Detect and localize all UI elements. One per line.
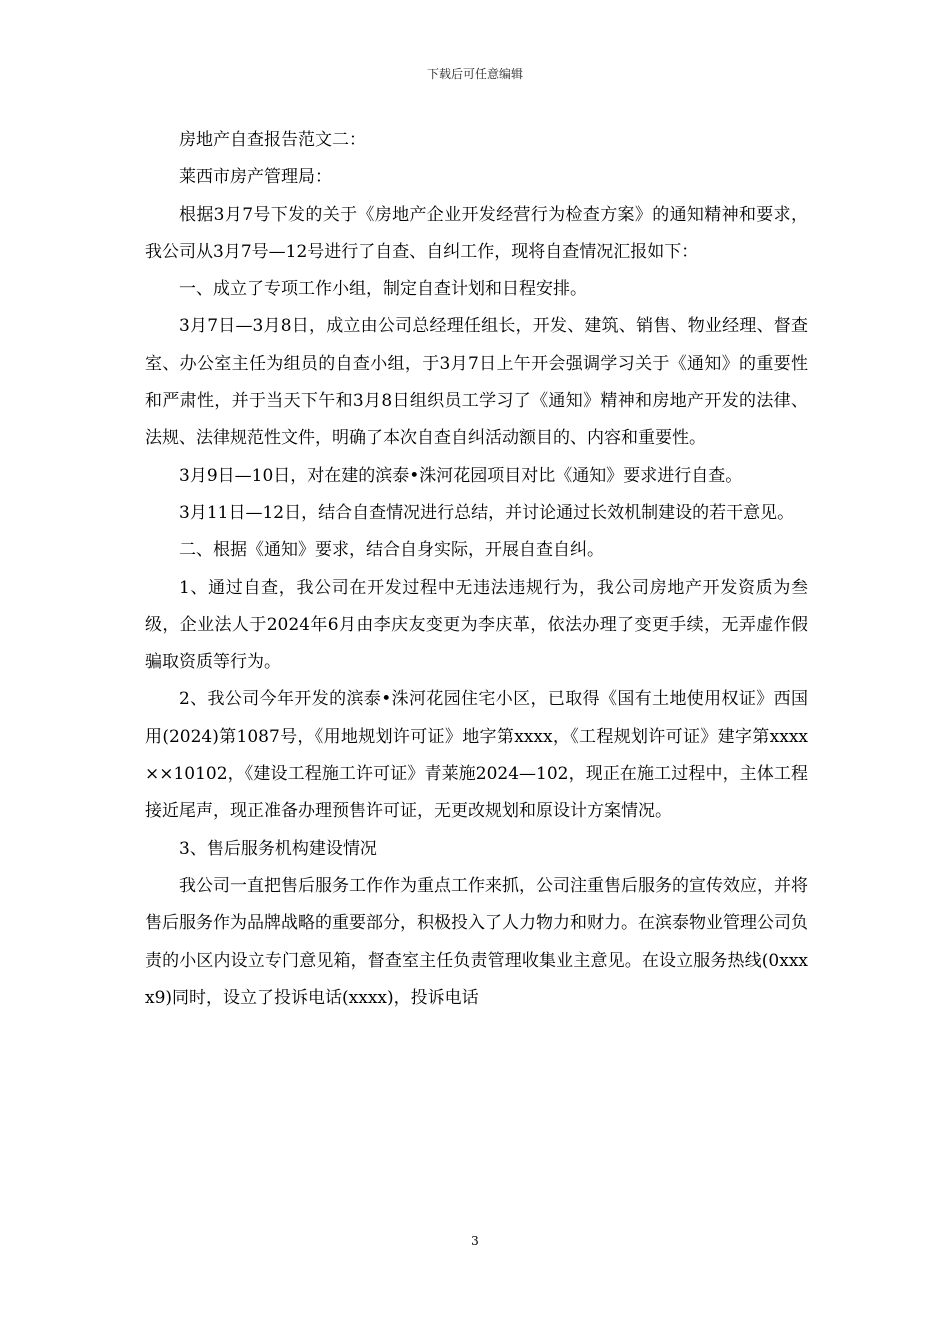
paragraph-schedule-3: 3月11日—12日，结合自查情况进行总结，并讨论通过长效机制建设的若干意见。 [179,502,795,523]
document-body [145,122,808,1017]
paragraph-section-2-heading: 二、根据《通知》要求，结合自身实际，开展自查自纠。 [179,540,604,561]
paragraph-item-3-heading: 3、售后服务机构建设情况 [179,838,377,859]
paragraph-section-1-heading: 一、成立了专项工作小组，制定自查计划和日程安排。 [179,279,587,300]
paragraph-after-sales: 我公司一直把售后服务工作作为重点工作来抓，公司注重售后服务的宣传效应，并将售后服务作为品牌战略的重要部分，积极投入了人力物力和财力。在滨泰物业管理公司负责的小区内设立专门意见箱，督查室主任负责管理收集业主意见。在设立服务热线(0xxxx9)同时，设立了投诉电话(xxxx)，投诉电话 [145,875,808,1008]
page-number: 3 [471,1234,479,1248]
paragraph-item-1: 1、通过自查，我公司在开发过程中无违法违规行为，我公司房地产开发资质为叁级，企业法人于2024年6月由李庆友变更为李庆革，依法办理了变更手续，无弄虚作假骗取资质等行为。 [145,577,808,673]
paragraph-schedule-2: 3月9日—10日，对在建的滨泰•洙河花园项目对比《通知》要求进行自查。 [179,465,743,486]
page-header-note: 下载后可任意编辑 [426,67,523,81]
paragraph-item-2: 2、我公司今年开发的滨泰•洙河花园住宅小区，已取得《国有土地使用权证》西国用(2024)第1087号，《用地规划许可证》地字第xxxx，《工程规划许可证》建字第xxxx××10102，《建设工程施工许可证》青莱施2024—102，现正在施工过程中，主体工程接近尾声，现正准备办理预售许可证，无更改规划和原设计方案情况。 [145,689,808,822]
paragraph-addressee: 莱西市房产管理局： [179,167,332,188]
paragraph-schedule-1: 3月7日—3月8日，成立由公司总经理任组长，开发、建筑、销售、物业经理、督查室、办公室主任为组员的自查小组，于3月7日上午开会强调学习关于《通知》的重要性和严肃性，并于当天下午和3月8日组织员工学习了《通知》精神和房地产开发的法律、法规、法律规范性文件，明确了本次自查自纠活动额目的、内容和重要性。 [145,316,808,449]
paragraph-intro: 根据3月7号下发的关于《房地产企业开发经营行为检查方案》的通知精神和要求，我公司从3月7号—12号进行了自查、自纠工作，现将自查情况汇报如下： [145,204,808,262]
paragraph-title: 房地产自查报告范文二： [179,130,366,150]
